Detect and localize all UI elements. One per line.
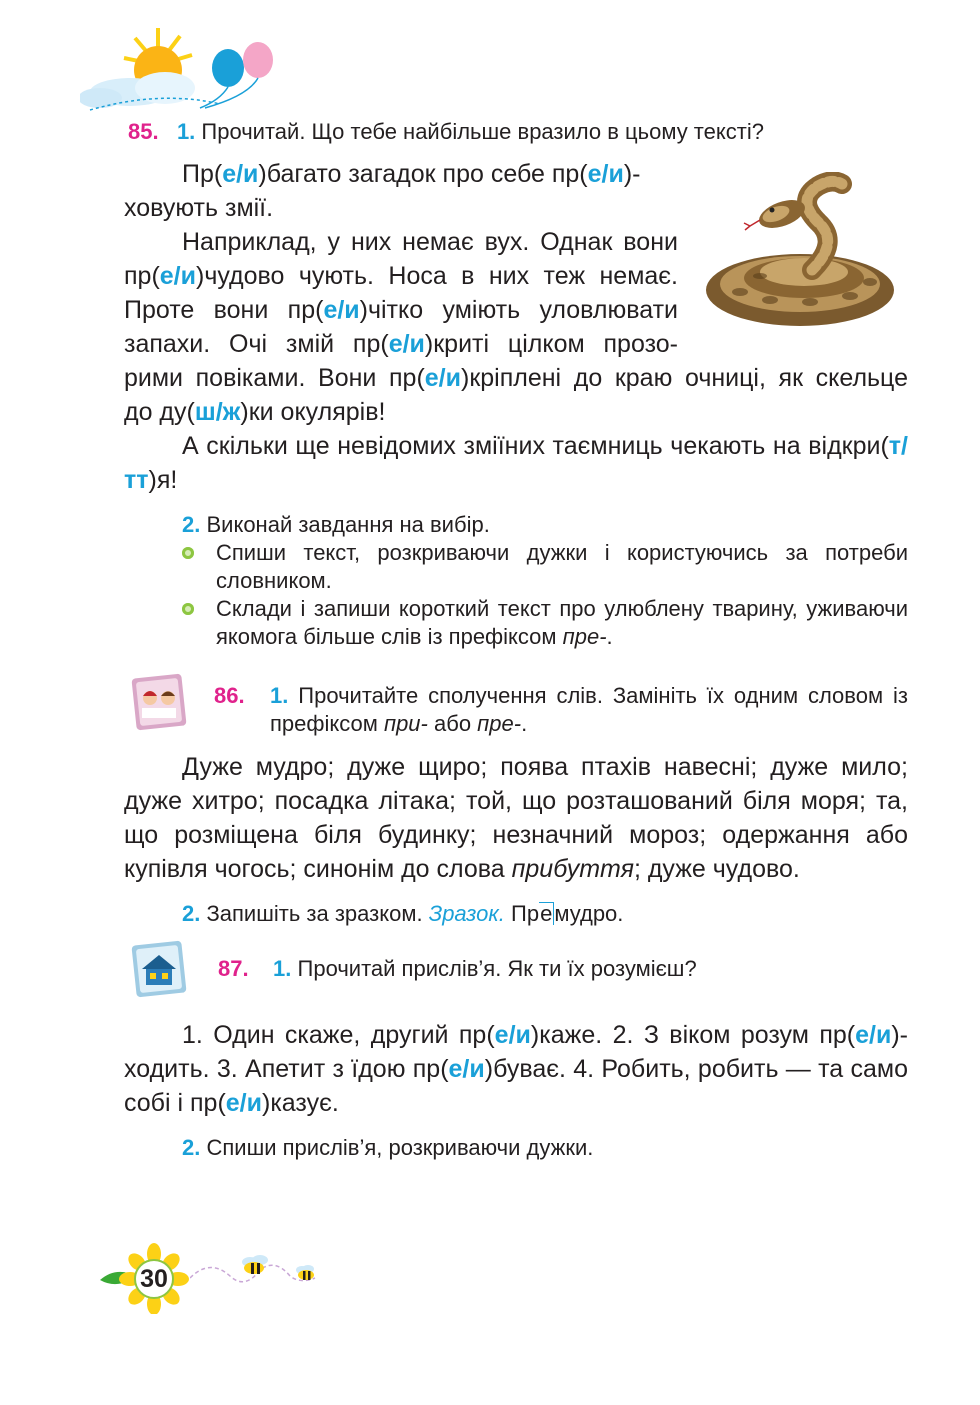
task-number: 2.	[182, 901, 201, 926]
text-paragraph: Дуже мудро; дуже щиро; поява птахів навесні; дуже мило; дуже хитро; посадка літака; той, що розташований біля моря; та, що розміщена біля будинку; незначний мороз; одержання або купівля чогось; синонім до слова прибуття; дуже чудово.	[124, 753, 908, 883]
bullet-icon	[182, 547, 194, 559]
ex85-task2	[182, 511, 908, 651]
sun-balloons-icon	[80, 20, 280, 120]
task-text: Прочитай. Що тебе найбільше вразило в цьому тексті?	[201, 119, 764, 144]
ex87-task2: 2. Спиши прислів’я, розкриваючи дужки.	[182, 1135, 594, 1160]
task-number: 1.	[270, 683, 289, 708]
exercise-number: 87.	[218, 956, 249, 981]
text-line: до ду(ш/ж)ки окулярів!	[124, 398, 386, 426]
page-number: 30	[140, 1265, 168, 1293]
task-number: 1.	[176, 119, 196, 144]
exercise-number: 86.	[214, 683, 245, 708]
text-line: рими повіками. Вони пр(е/и)кріплені до краю очниці, як скельце	[124, 364, 908, 392]
bullet-item: Спиши текст, розкриваючи дужки і користуючись за потреби словником.	[182, 539, 908, 595]
text-paragraph: 1. Один скаже, другий пр(е/и)каже. 2. З віком розум пр(е/и)ходить. 3. Апетит з їдою пр(е/и)буває. 4. Робить, робить — та само собі і пр(е/и)казує.	[124, 1021, 908, 1117]
bullet-icon	[182, 603, 194, 615]
text-line: ховують змії.	[124, 194, 274, 222]
task-line: 2. Виконай завдання на вибір.	[182, 512, 490, 537]
task-number: 2.	[182, 1135, 201, 1160]
ex87-task1: 87. 1. Прочитай прислів’я. Як ти їх розумієш?	[218, 956, 697, 981]
pair-work-icon	[130, 670, 188, 732]
ex85-text-bottom	[124, 361, 908, 497]
ex86-task1: 86. 1. Прочитайте сполучення слів. Замініть їх одним словом із префіксом при- або пре-.	[214, 683, 908, 736]
ex86-text	[124, 750, 908, 886]
bees-icon	[190, 1248, 330, 1298]
prefix-mark: е	[540, 901, 553, 926]
bullet-item: Склади і запиши короткий текст про улюблену тварину, уживаючи якомога більше слів із префіксом пре-.	[182, 595, 908, 651]
exercise-number: 85.	[128, 119, 159, 144]
ex85-task1	[128, 118, 928, 146]
house-icon	[130, 937, 188, 999]
task-number: 1.	[273, 956, 292, 981]
text-paragraph: А скільки ще невідомих зміїних таємниць чекають на відкри(т/тт)я!	[124, 432, 908, 494]
text-line: Проте вони пр(е/и)чітко уміють уловлювати	[124, 296, 678, 324]
text-line: пр(е/и)чудово чують. Носа в них теж немає.	[124, 262, 678, 290]
ex87-text	[124, 1018, 908, 1120]
ex86-task2: 2. Запишіть за зразком. Зразок. Премудро.	[182, 901, 624, 926]
ex85-text-top	[124, 157, 678, 361]
text-line: Пр(е/и)багато загадок про себе пр(е/и)-	[182, 160, 641, 188]
snake-illustration	[700, 172, 905, 332]
text-line: запахи. Очі змій пр(е/и)криті цілком прозо-	[124, 330, 678, 358]
text-line: Наприклад, у них немає вух. Однак вони	[182, 228, 678, 256]
